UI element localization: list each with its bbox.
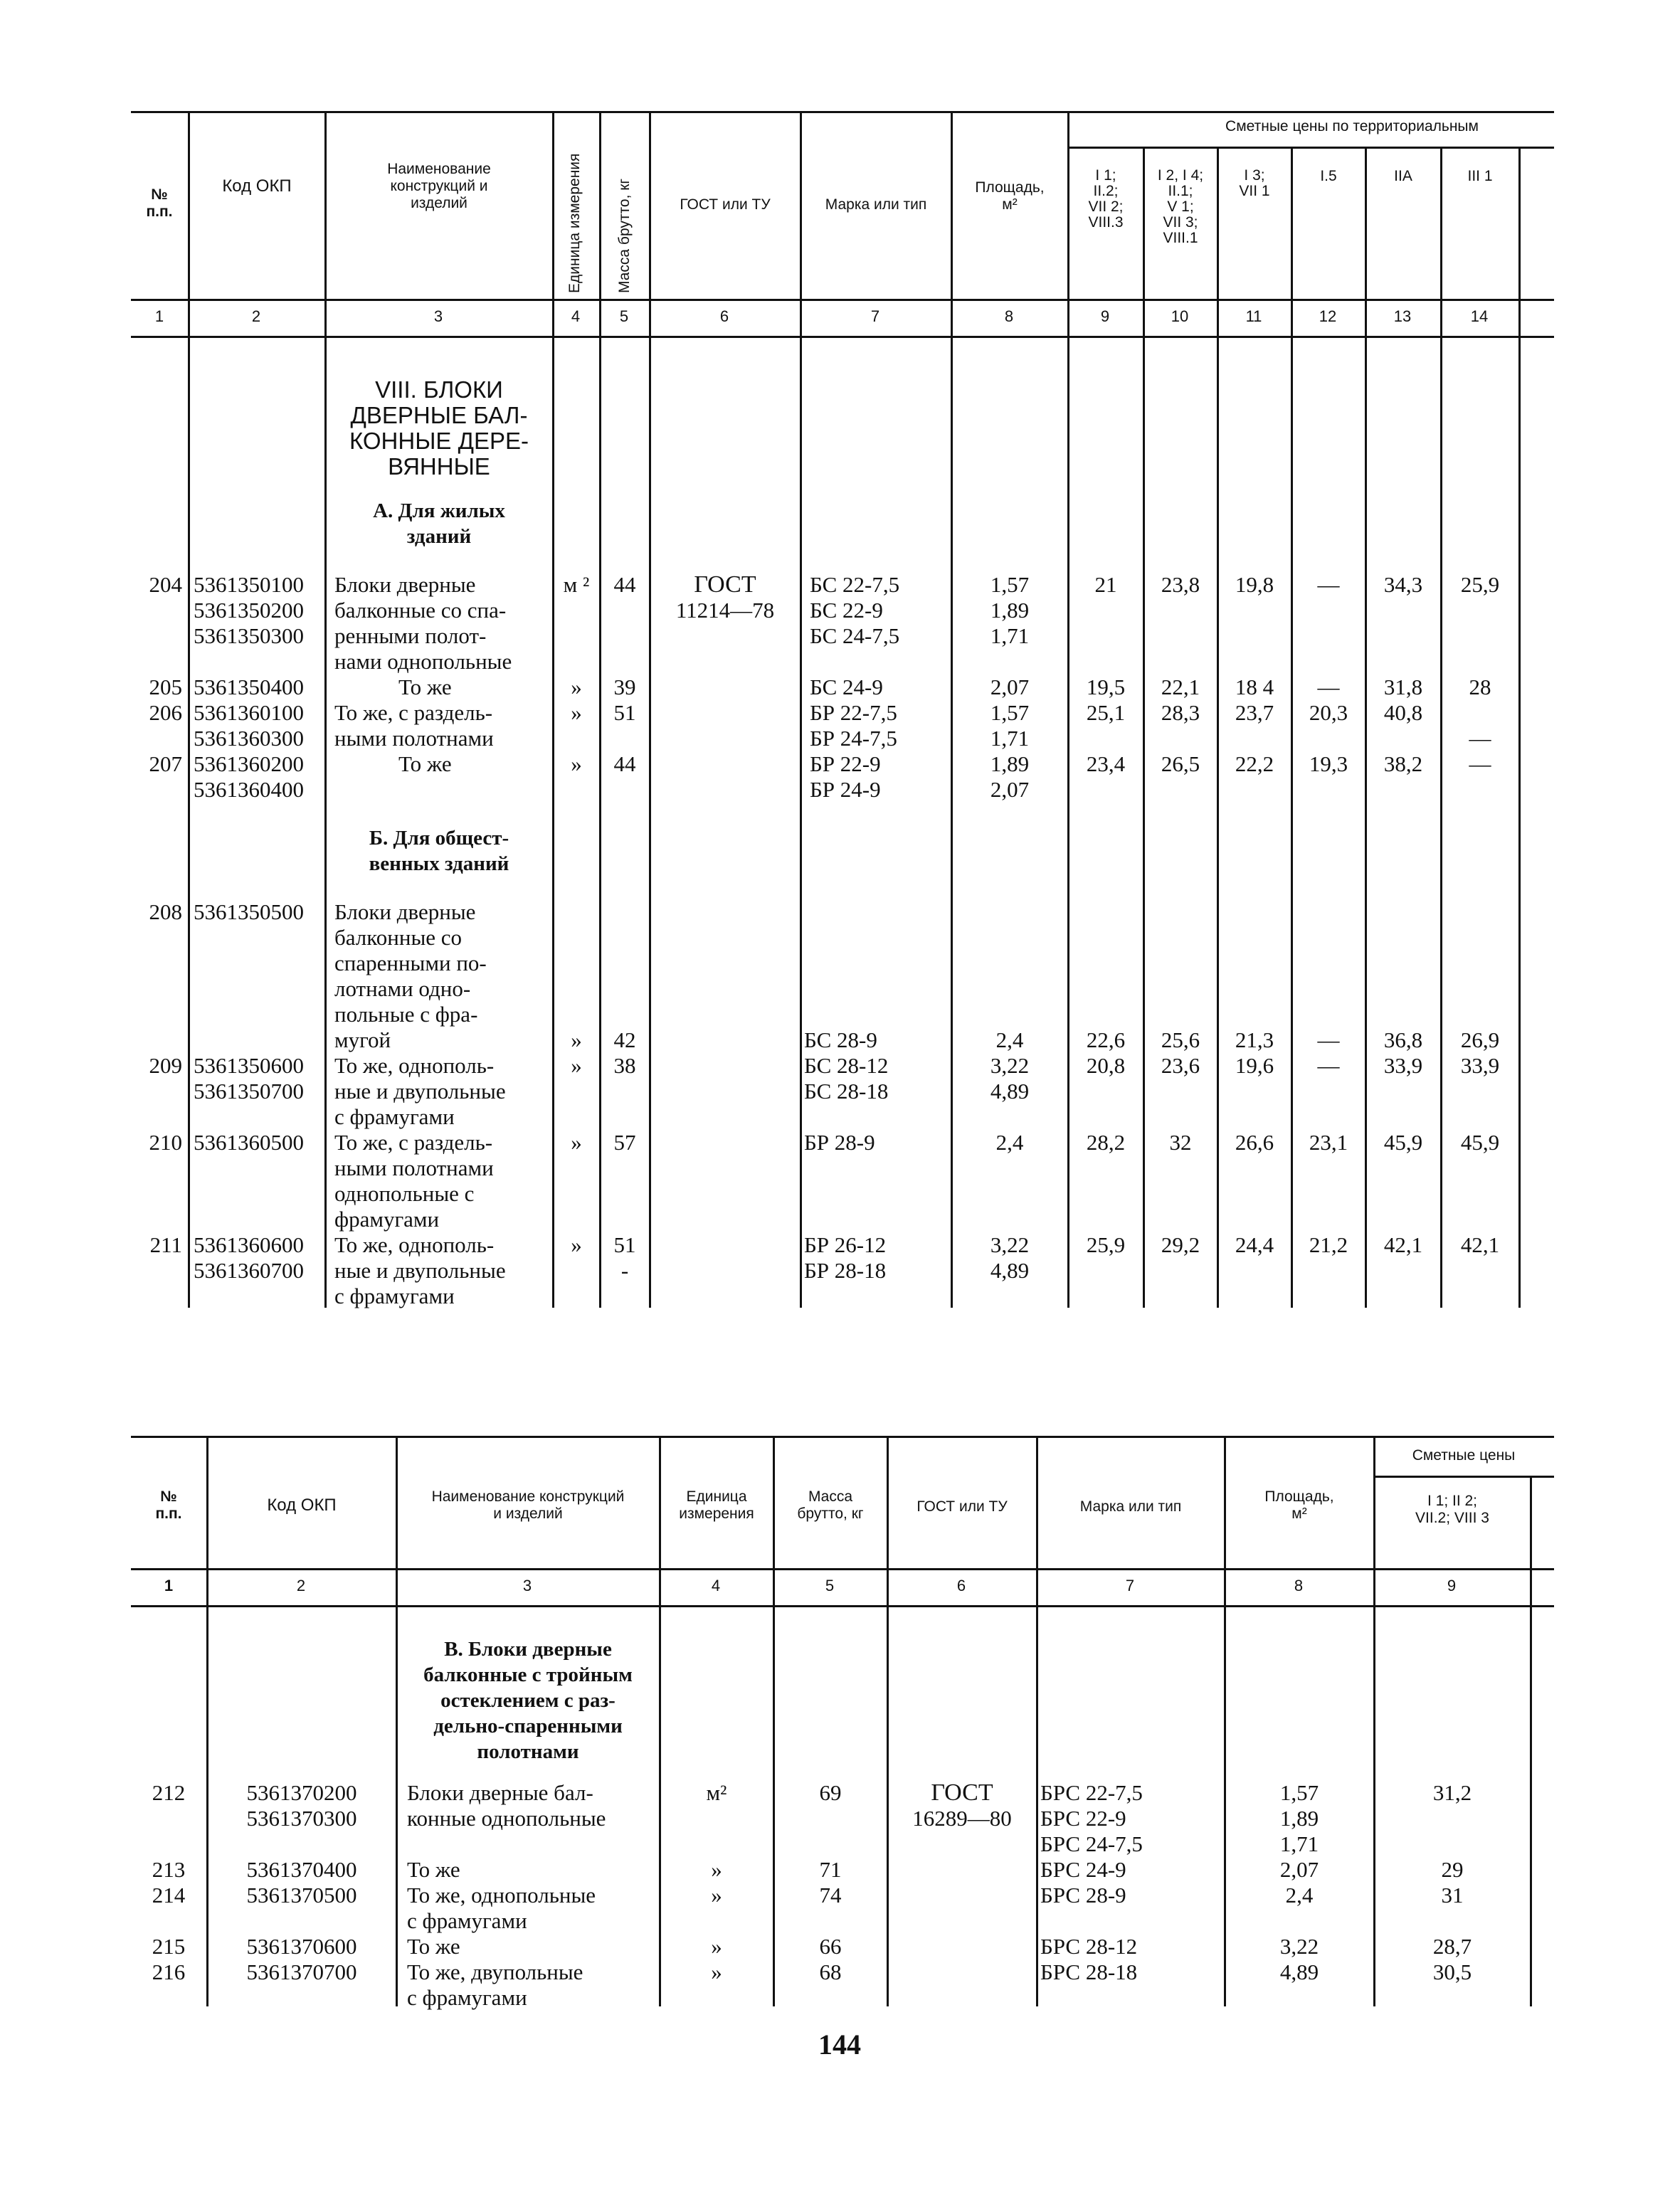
col-num: 9 xyxy=(1447,1577,1457,1594)
price-region-3: 21,3 19,6 26,6 24,4 xyxy=(1235,1027,1274,1257)
header-name: Наименование конструкций и изделий xyxy=(431,1488,625,1522)
header-region-1: I 1; II.2; VII 2; VIII.3 xyxy=(1088,167,1124,231)
header-gost: ГОСТ или ТУ xyxy=(916,1498,1008,1515)
price-region-1: 22,6 20,8 28,2 25,9 xyxy=(1086,1027,1126,1257)
header-region-4: I.5 xyxy=(1320,168,1337,184)
col-num: 2 xyxy=(251,307,261,325)
row-numbers: 208 209 210 211 xyxy=(149,899,182,1257)
area-values: 2,4 3,22 4,89 2,4 3,22 4,89 xyxy=(990,1027,1030,1283)
units: м² » » » » xyxy=(706,1780,727,1984)
okp-codes: 5361350100 5361350200 5361350300 5361350400 5361360100 5361360300 5361360200 5361360400 xyxy=(194,572,304,802)
col-num: 6 xyxy=(719,307,729,325)
col-num: 7 xyxy=(870,307,880,325)
col-num: 5 xyxy=(619,307,629,325)
price-region-5: 36,8 33,9 45,9 42,1 xyxy=(1383,1027,1423,1257)
header-area: Площадь, м² xyxy=(1264,1488,1334,1522)
units: » » » » xyxy=(571,1027,582,1257)
header-unit: Единица измерения xyxy=(566,153,583,293)
col-num: 2 xyxy=(296,1577,306,1594)
col-num: 3 xyxy=(522,1577,532,1594)
header-group-prices: Сметные цены по территориальным xyxy=(1225,118,1479,134)
row-numbers: 204 205 206 207 xyxy=(149,572,182,776)
col-num: 5 xyxy=(825,1577,835,1594)
col-num: 14 xyxy=(1470,307,1489,325)
price-region-1: 31,2 29 31 28,7 30,5 xyxy=(1432,1780,1472,1984)
product-names: Блоки дверные балконные со спаренными по- лотнами одно- польные с фра- мугой То же, однополь- ные и двупольные с фрамугами То же, с раздель- ными полотнами однопольные с фрамугами То же, однополь- ные и двупольные с фрамугами xyxy=(334,899,506,1308)
header-region-5: IIA xyxy=(1394,168,1412,184)
price-region-6: 25,9 28 — — xyxy=(1460,572,1500,776)
col-num: 6 xyxy=(956,1577,966,1594)
header-group-prices: Сметные цены xyxy=(1412,1447,1516,1464)
col-num: 8 xyxy=(1294,1577,1304,1594)
price-region-4: — — 20,3 19,3 xyxy=(1309,572,1348,776)
header-gost: ГОСТ или ТУ xyxy=(680,196,771,213)
col-num: 4 xyxy=(571,307,581,325)
col-num: 10 xyxy=(1171,307,1189,325)
header-mass: Масса брутто, кг xyxy=(616,178,633,293)
price-region-6: 26,9 33,9 45,9 42,1 xyxy=(1460,1027,1500,1257)
header-name: Наименование конструкций и изделий xyxy=(387,161,491,211)
okp-codes: 5361370200 5361370300 5361370400 5361370500 5361370600 5361370700 xyxy=(246,1780,357,1984)
area-values: 1,57 1,89 1,71 2,07 1,57 1,71 1,89 2,07 xyxy=(990,572,1030,802)
price-region-5: 34,3 31,8 40,8 38,2 xyxy=(1383,572,1423,776)
col-num: 11 xyxy=(1245,307,1262,325)
col-num: 7 xyxy=(1125,1577,1135,1594)
header-region-2: I 2, I 4; II.1; V 1; VII 3; VIII.1 xyxy=(1157,167,1204,246)
col-num: 9 xyxy=(1100,307,1110,325)
header-okp-code: Код ОКП xyxy=(267,1496,337,1515)
header-region-6: III 1 xyxy=(1467,168,1493,184)
header-region-3: I 3; VII 1 xyxy=(1239,167,1270,199)
gost-values: ГОСТ 11214—78 xyxy=(675,571,775,623)
col-num: 1 xyxy=(164,1577,174,1594)
col-num: 13 xyxy=(1393,307,1412,325)
area-values: 1,57 1,89 1,71 2,07 2,4 3,22 4,89 xyxy=(1279,1780,1319,1984)
row-numbers: 212 213 214 215 216 xyxy=(152,1780,186,1984)
units: м ² » » » xyxy=(563,572,590,776)
marks: БС 28-9 БС 28-12 БС 28-18 БР 28-9 БР 26-12 БР 28-18 xyxy=(804,1027,889,1283)
header-area: Площадь, м² xyxy=(975,179,1045,213)
header-region-1: I 1; II 2; VII.2; VIII 3 xyxy=(1415,1493,1489,1526)
product-names: Блоки дверные бал- конные однопольные То же То же, однопольные с фрамугами То же То же, двупольные с фрамугами xyxy=(407,1780,606,2010)
col-num: 3 xyxy=(433,307,443,325)
gost-values: ГОСТ 16289—80 xyxy=(912,1779,1012,1831)
price-region-2: 23,8 22,1 28,3 26,5 xyxy=(1161,572,1200,776)
price-region-3: 19,8 18 4 23,7 22,2 xyxy=(1235,572,1274,776)
price-region-1: 21 19,5 25,1 23,4 xyxy=(1086,572,1126,776)
subsection-a-title: А. Для жилых зданий xyxy=(373,499,505,548)
marks: БС 22-7,5 БС 22-9 БС 24-7,5 БС 24-9 БР 22-7,5 БР 24-7,5 БР 22-9 БР 24-9 xyxy=(810,572,900,802)
header-mark: Марка или тип xyxy=(1079,1498,1182,1515)
header-mass: Масса брутто, кг xyxy=(797,1488,864,1522)
subsection-v-title: В. Блоки дверные балконные с тройным остеклением с раз- дельно-спаренными полотнами xyxy=(423,1638,633,1763)
header-number: № п.п. xyxy=(155,1488,182,1522)
col-num: 4 xyxy=(711,1577,721,1594)
header-unit: Единица измерения xyxy=(679,1488,754,1522)
section-title: VIII. БЛОКИ ДВЕРНЫЕ БАЛ- КОННЫЕ ДЕРЕ- ВЯННЫЕ xyxy=(349,376,529,480)
okp-codes: 5361350500 5361350600 5361350700 5361360500 5361360600 5361360700 xyxy=(194,899,304,1283)
header-okp-code: Код ОКП xyxy=(222,176,292,196)
header-mark: Марка или тип xyxy=(825,196,927,213)
col-num: 8 xyxy=(1004,307,1014,325)
mass-values: 42 38 57 51 - xyxy=(613,1027,636,1283)
price-region-2: 25,6 23,6 32 29,2 xyxy=(1161,1027,1200,1257)
page-number: 144 xyxy=(818,2028,861,2060)
col-num: 12 xyxy=(1319,307,1337,325)
price-region-4: — — 23,1 21,2 xyxy=(1309,1027,1348,1257)
mass-values: 44 39 51 44 xyxy=(613,572,636,776)
mass-values: 69 71 74 66 68 xyxy=(819,1780,842,1984)
col-num: 1 xyxy=(154,307,164,325)
subsection-b-title: Б. Для общест- венных зданий xyxy=(369,827,509,875)
product-names: Блоки дверные балконные со спа- ренными полот- нами однопольные То же То же, с раздель- ными полотнами То же xyxy=(334,572,512,776)
header-number: № п.п. xyxy=(146,186,173,220)
marks: БРС 22-7,5 БРС 22-9 БРС 24-7,5 БРС 24-9 БРС 28-9 БРС 28-12 БРС 28-18 xyxy=(1040,1780,1143,1984)
